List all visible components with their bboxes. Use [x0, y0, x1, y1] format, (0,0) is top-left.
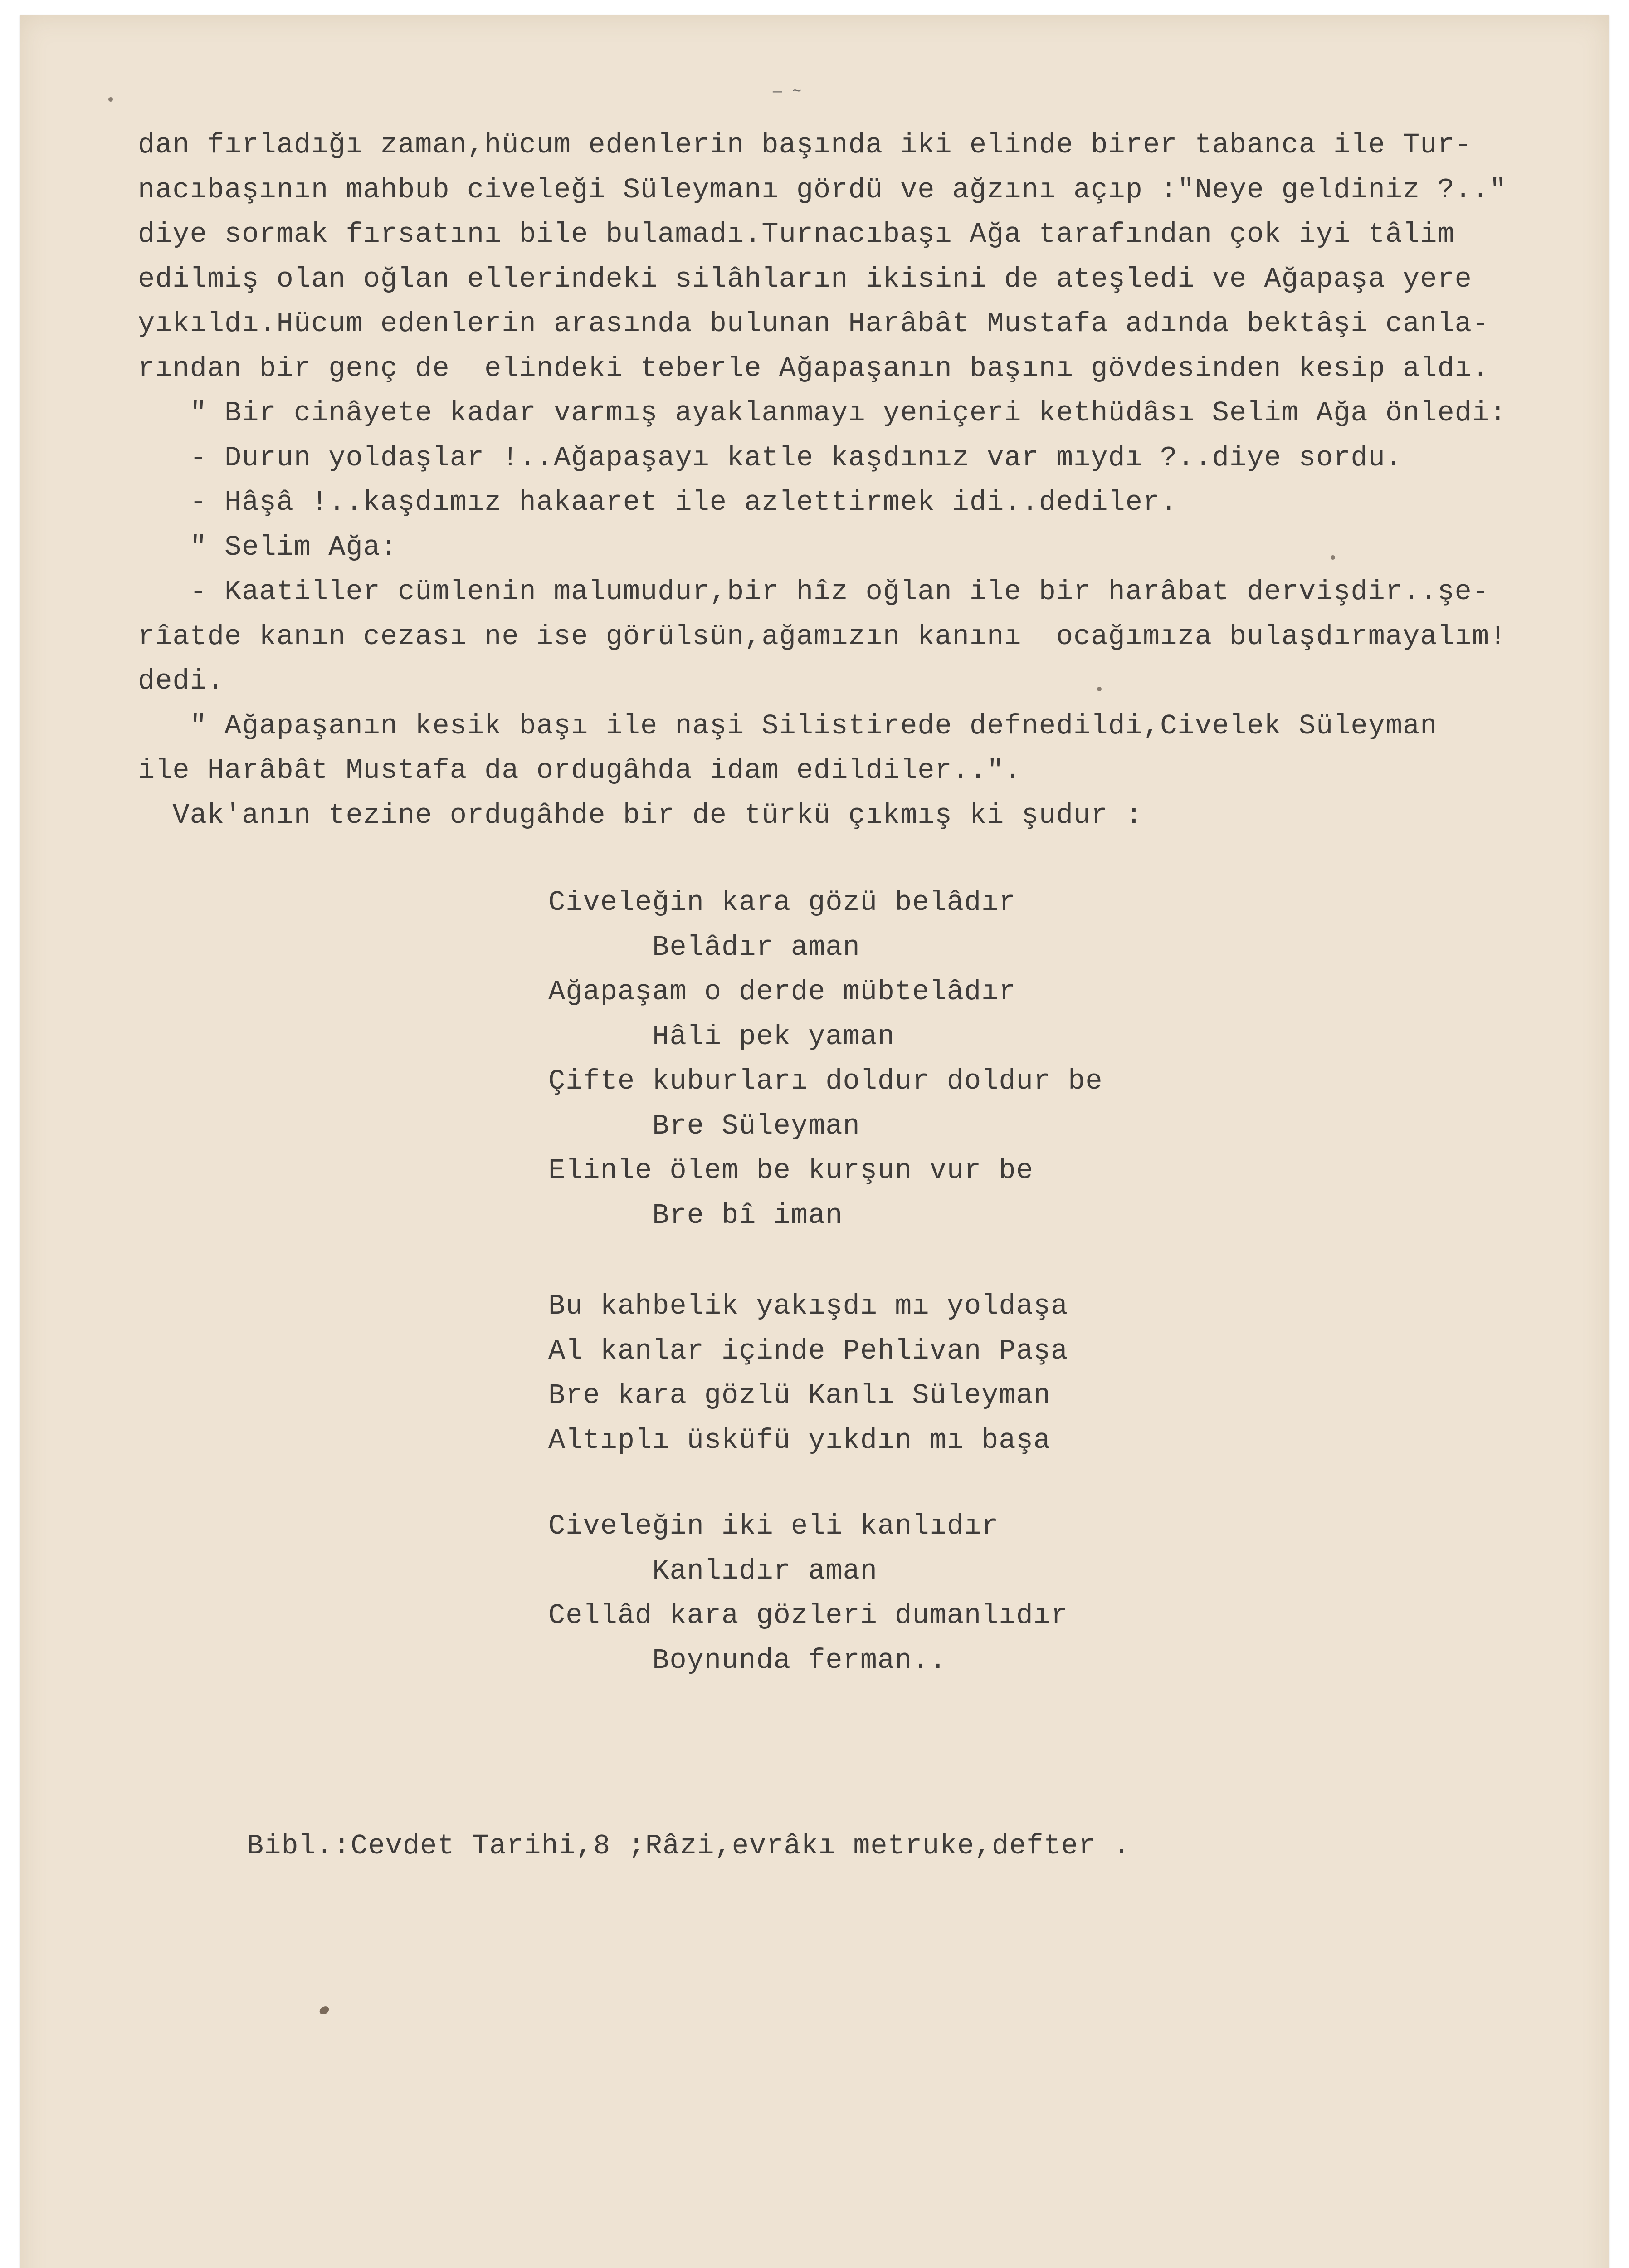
- poem-line: Al kanlar içinde Pehlivan Paşa: [548, 1334, 1068, 1367]
- poem-line: Altıplı üsküfü yıkdın mı başa: [548, 1424, 1051, 1457]
- text-line: dedi.: [138, 665, 225, 697]
- text-line: - Kaatiller cümlenin malumudur,bir hîz oğlan ile bir harâbat dervişdir..şe-: [138, 576, 1490, 608]
- text-line: rîatde kanın cezası ne ise görülsün,ağamızın kanını ocağımıza bulaşdırmayalım!: [138, 620, 1507, 653]
- poem-line: Kanlıdır aman: [548, 1554, 878, 1587]
- text-line: " Bir cinâyete kadar varmış ayaklanmayı yeniçeri kethüdâsı Selim Ağa önledi:: [138, 397, 1507, 429]
- poem-line: Ağapaşam o derde mübtelâdır: [548, 976, 1016, 1008]
- poem-line: Çifte kuburları doldur doldur be: [548, 1065, 1103, 1097]
- poem-line: Belâdır aman: [548, 931, 860, 963]
- text-line: edilmiş olan oğlan ellerindeki silâhların ikisini de ateşledi ve Ağapaşa yere: [138, 263, 1472, 295]
- text-line: " Ağapaşanın kesik başı ile naşi Silistirede defnedildi,Civelek Süleyman: [138, 709, 1438, 742]
- page-number-mark: — ~: [773, 83, 802, 101]
- ink-speck: [1331, 555, 1335, 560]
- poem-line: Hâli pek yaman: [548, 1020, 895, 1053]
- poem-line: Civeleğin kara gözü belâdır: [548, 886, 1016, 919]
- poem-line: Bre bî iman: [548, 1199, 843, 1232]
- text-line: rından bir genç de elindeki teberle Ağapaşanın başını gövdesinden kesip aldı.: [138, 352, 1490, 385]
- typewritten-page: [20, 15, 1609, 2268]
- text-line: diye sormak fırsatını bile bulamadı.Turnacıbaşı Ağa tarafından çok iyi tâlim: [138, 218, 1455, 250]
- text-line: " Selim Ağa:: [138, 531, 398, 563]
- poem-line: Bu kahbelik yakışdı mı yoldaşa: [548, 1290, 1068, 1322]
- ink-speck: [1097, 687, 1102, 691]
- text-line: - Durun yoldaşlar !..Ağapaşayı katle kaşdınız var mıydı ?..diye sordu.: [138, 441, 1403, 474]
- poem-line: Elinle ölem be kurşun vur be: [548, 1154, 1034, 1187]
- text-line: nacıbaşının mahbub civeleği Süleymanı gördü ve ağzını açıp :"Neye geldiniz ?..": [138, 173, 1507, 206]
- bibliography-line: Bibl.:Cevdet Tarihi,8 ;Râzi,evrâkı metruke,defter .: [247, 1830, 1131, 1862]
- text-line: Vak'anın tezine ordugâhde bir de türkü çıkmış ki şudur :: [138, 799, 1143, 831]
- text-line: - Hâşâ !..kaşdımız hakaaret ile azlettirmek idi..dediler.: [138, 486, 1178, 518]
- ink-speck: [108, 97, 113, 102]
- ink-stain: [318, 2005, 330, 2016]
- poem-line: Cellâd kara gözleri dumanlıdır: [548, 1599, 1068, 1632]
- text-line: dan fırladığı zaman,hücum edenlerin başında iki elinde birer tabanca ile Tur-: [138, 129, 1472, 161]
- poem-line: Boynunda ferman..: [548, 1644, 947, 1677]
- text-line: yıkıldı.Hücum edenlerin arasında bulunan Harâbât Mustafa adında bektâşi canla-: [138, 308, 1490, 340]
- poem-line: Civeleğin iki eli kanlıdır: [548, 1510, 999, 1542]
- poem-line: Bre Süleyman: [548, 1110, 860, 1142]
- poem-line: Bre kara gözlü Kanlı Süleyman: [548, 1379, 1051, 1412]
- text-line: ile Harâbât Mustafa da ordugâhda idam edildiler..".: [138, 754, 1022, 787]
